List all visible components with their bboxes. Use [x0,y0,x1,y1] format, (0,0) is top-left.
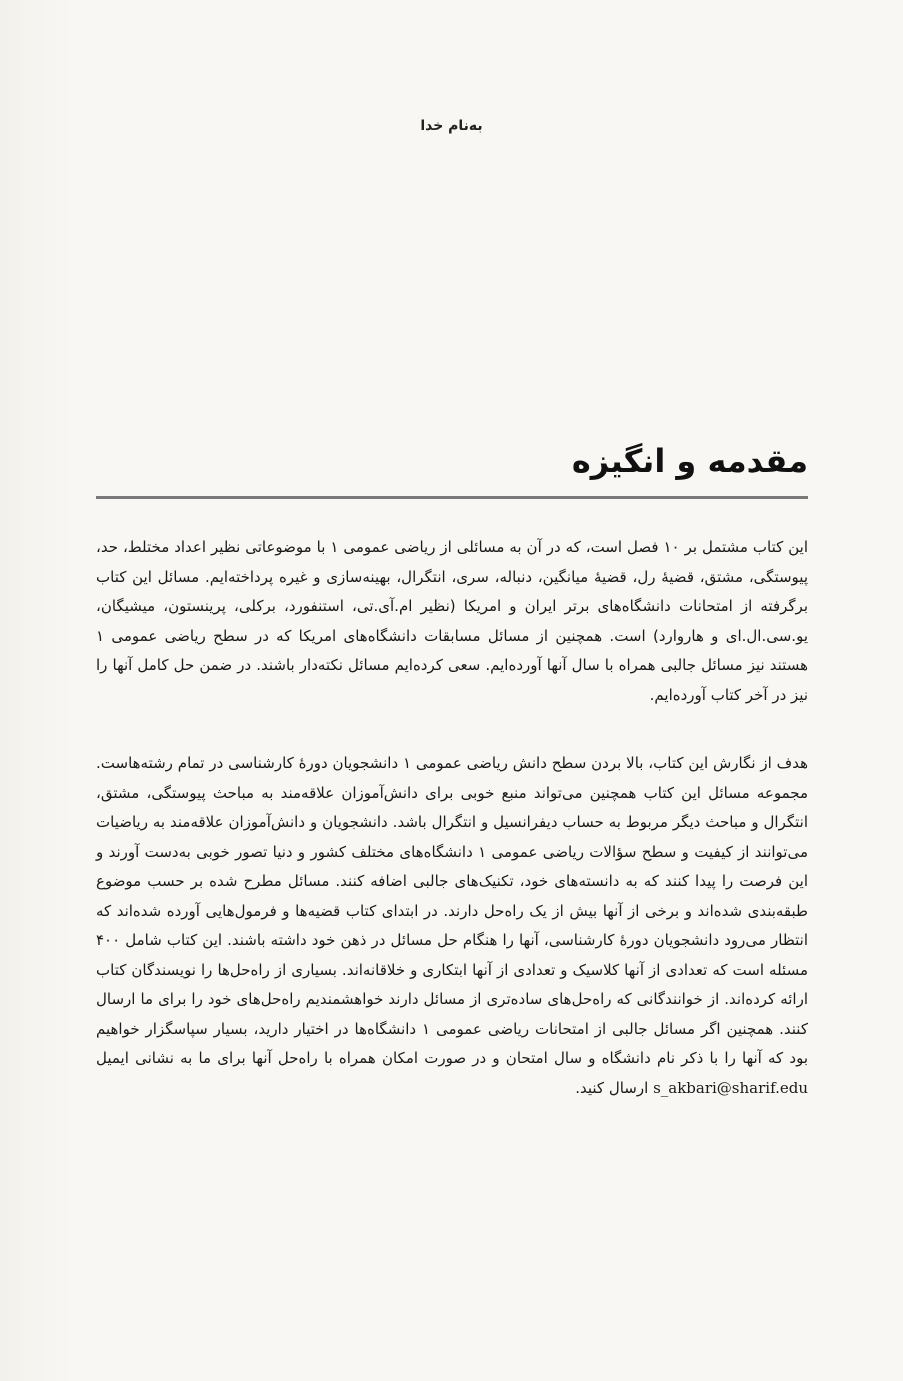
purpose-paragraph-text: هدف از نگارش این کتاب، بالا بردن سطح دانش ریاضی عمومی ۱ دانشجویان دورهٔ کارشناسی در تمام رشته‌هاست. مجموعه مسائل این کتاب همچنین می‌تواند منبع خوبی برای دانش‌آموزان علاقه‌مند به مباحث پیوستگی، مشتق، انتگرال و مباحث دیگر مربوط به حساب دیفرانسیل و انتگرال باشد. دانشجویان و دانش‌آموزان علاقه‌مند به ریاضیات می‌توانند از کیفیت و سطح سؤالات ریاضی عمومی ۱ دانشگاه‌های مختلف کشور و دنیا تصور خوبی به‌دست آورند و این فرصت را پیدا کنند که به دانسته‌های خود، تکنیک‌های جالبی اضافه کنند. مسائل مطرح شده بر حسب موضوع طبقه‌بندی شده‌اند و برخی از آنها بیش از یک راه‌حل دارند. در ابتدای کتاب قضیه‌ها و فرمول‌هایی آورده شده‌اند که انتظار می‌رود دانشجویان دورهٔ کارشناسی، آنها را هنگام حل مسائل در ذهن خود داشته باشند. این کتاب شامل ۴۰۰ مسئله است که تعدادی از آنها کلاسیک و تعدادی از آنها ابتکاری و خلاقانه‌اند. بسیاری از راه‌حل‌ها را نویسندگان کتاب ارائه کرده‌اند. از خوانندگانی که راه‌حل‌های ساده‌تری از مسائل دارند خواهشمندیم راه‌حل‌های خود را برای ما ارسال کنند. همچنین اگر مسائل جالبی از امتحانات ریاضی عمومی ۱ دانشگاه‌ها در اختیار دارید، بسیار سپاسگزار خواهیم بود که آنها را با ذکر نام دانشگاه و سال امتحان و در صورت امکان همراه با راه‌حل آنها برای ما به نشانی ایمیل [96,754,809,1067]
intro-paragraph: این کتاب مشتمل بر ۱۰ فصل است، که در آن به مسائلی از ریاضی عمومی ۱ با موضوعاتی نظیر اعداد مختلط، حد، پیوستگی، مشتق، قضیهٔ رل، قضیهٔ میانگین، دنباله، سری، انتگرال، بهینه‌سازی و غیره پرداخته‌ایم. مسائل این کتاب برگرفته از امتحانات دانشگاه‌های برتر ایران و امریکا (نظیر ام.آی.تی، استنفورد، برکلی، پرینستون، میشیگان، یو.سی.ال.ای و هاروارد) است. همچنین از مسائل مسابقات دانشگاه‌های امریکا که در سطح ریاضی عمومی ۱ هستند نیز مسائل جالبی همراه با سال آنها آورده‌ایم. سعی کرده‌ایم مسائل نکته‌دار باشند. در ضمن حل کامل آنها را نیز در آخر کتاب آورده‌ایم. [96,538,809,704]
purpose-paragraph [96,749,808,1103]
basmala-header: به‌نام خدا [420,118,483,134]
title-underline-rule [96,496,808,499]
chapter-title: مقدمه و انگیزه [571,442,808,480]
contact-email: s_akbari@sharif.edu [653,1078,808,1097]
closing-text: ارسال کنید. [575,1078,649,1097]
